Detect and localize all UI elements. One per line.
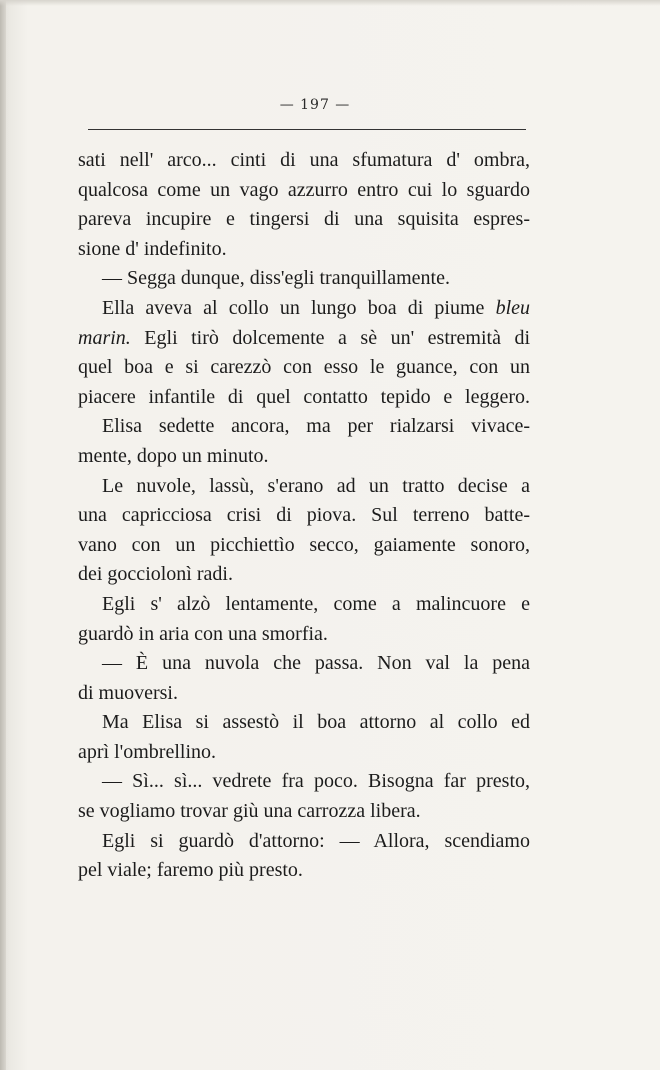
page-spine-shadow [0, 0, 6, 1070]
page-number: — 197 — [279, 97, 351, 113]
header-rule [88, 129, 526, 130]
text-line: sati nell' arco... cinti di una sfumatura d' ombra, [78, 149, 530, 171]
text-line: pareva incupire e tingersi di una squisita espres- [78, 208, 530, 231]
text-line: — Segga dunque, diss'egli tranquillamente. [102, 267, 450, 290]
text-line: quel boa e si carezzò con esso le guance, con un [78, 356, 530, 379]
text-line: sione d' indefinito. [78, 237, 227, 260]
text-line: Le nuvole, lassù, s'erano ad un tratto decise a [102, 474, 530, 497]
text-line: mente, dopo un minuto. [78, 444, 269, 467]
text-line: Elisa sedette ancora, ma per rialzarsi vivace- [102, 415, 530, 438]
text-line: una capricciosa crisi di piova. Sul terreno batte- [78, 504, 530, 527]
text-line [78, 324, 530, 354]
text-line [78, 294, 530, 324]
text-line: — È una nuvola che passa. Non val la pena [102, 652, 530, 675]
body-text [78, 146, 530, 886]
page-top-edge [0, 0, 660, 6]
text-line: vano con un picchiettìo secco, gaiamente sonoro, [78, 533, 530, 556]
text-line: qualcosa come un vago azzurro entro cui lo sguardo [78, 178, 530, 201]
text-line: di muoversi. [78, 681, 178, 704]
text-line: Egli s' alzò lentamente, come a malincuore e [102, 592, 530, 615]
italic-text: bleu [495, 296, 531, 319]
text-line: Ma Elisa si assestò il boa attorno al collo ed [102, 711, 530, 734]
text-line: piacere infantile di quel contatto tepido e leggero. [78, 385, 530, 408]
text-line: Egli si guardò d'attorno: — Allora, scendiamo [102, 829, 530, 852]
text-line: — Sì... sì... vedrete fra poco. Bisogna far presto, [102, 770, 530, 793]
italic-text: marin. [78, 326, 131, 349]
text-segment: Ella aveva al collo un lungo boa di piume [102, 296, 485, 319]
text-line: se vogliamo trovar giù una carrozza libera. [78, 800, 421, 823]
text-line: aprì l'ombrellino. [78, 740, 217, 763]
text-line: dei gocciolonì radi. [78, 563, 233, 586]
text-line: guardò in aria con una smorfia. [78, 622, 328, 645]
text-segment: Egli tirò dolcemente a sè un' estremità di [144, 326, 531, 349]
text-line: pel viale; faremo più presto. [78, 859, 303, 882]
